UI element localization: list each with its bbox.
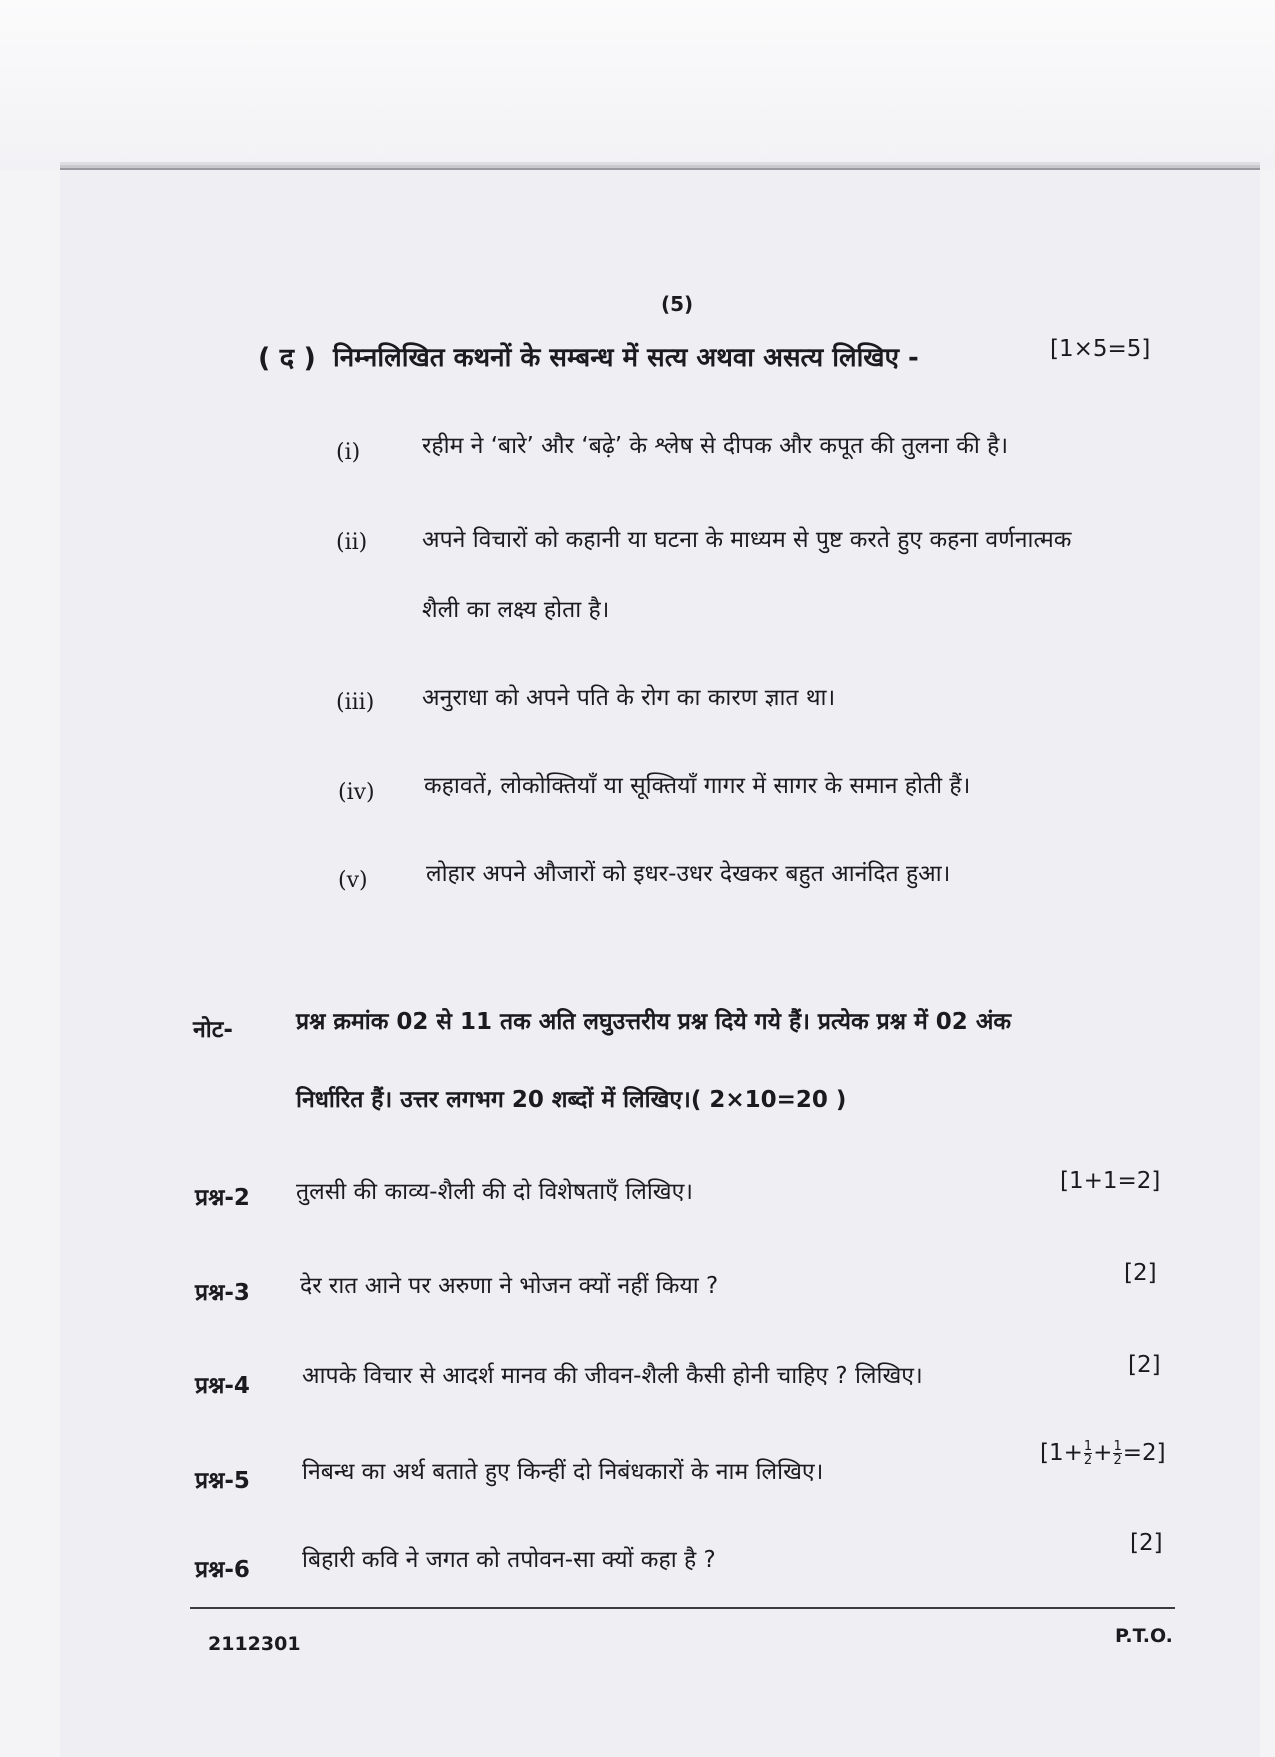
item-number: (i)	[336, 440, 361, 465]
question-marks: [2]	[1128, 1352, 1161, 1378]
question-label: प्रश्न-6	[195, 1557, 250, 1583]
footer-rule	[190, 1607, 1175, 1609]
scan-top-margin	[0, 0, 1275, 170]
question-text: निबन्ध का अर्थ बताते हुए किन्हीं दो निबंधकारों के नाम लिखिए।	[302, 1459, 824, 1485]
pto-label: P.T.O.	[1115, 1625, 1173, 1647]
item-number: (ii)	[336, 530, 368, 555]
item-number: (iii)	[336, 690, 375, 715]
note-line-1: प्रश्न क्रमांक 02 से 11 तक अति लघुउत्तरीय प्रश्न दिये गये हैं। प्रत्येक प्रश्न में 02 अंक	[296, 1009, 1012, 1035]
question-marks: [2]	[1124, 1260, 1157, 1286]
item-number: (v)	[338, 868, 368, 893]
item-text: रहीम ने ‘बारे’ और ‘बढ़े’ के श्लेष से दीपक और कपूत की तुलना की है।	[422, 433, 1009, 459]
exam-sheet	[60, 168, 1260, 1757]
question-text: बिहारी कवि ने जगत को तपोवन-सा क्यों कहा है ?	[302, 1547, 716, 1573]
question-marks: [2]	[1130, 1530, 1163, 1556]
question-text: तुलसी की काव्य-शैली की दो विशेषताएँ लिखिए।	[296, 1179, 694, 1205]
section-marks: [1×5=5]	[1050, 336, 1151, 362]
question-label: प्रश्न-2	[195, 1185, 250, 1211]
item-text: लोहार अपने औजारों को इधर-उधर देखकर बहुत आनंदित हुआ।	[426, 861, 951, 887]
question-text: आपके विचार से आदर्श मानव की जीवन-शैली कैसी होनी चाहिए ? लिखिए।	[302, 1363, 923, 1389]
item-text-continued: शैली का लक्ष्य होता है।	[422, 597, 610, 623]
item-text: अपने विचारों को कहानी या घटना के माध्यम से पुष्ट करते हुए कहना वर्णनात्मक	[422, 527, 1072, 553]
item-text: कहावतें, लोकोक्तियाँ या सूक्तियाँ गागर में सागर के समान होती हैं।	[424, 773, 971, 799]
item-number: (iv)	[338, 780, 375, 805]
question-label: प्रश्न-4	[195, 1373, 250, 1399]
note-line-2: निर्धारित हैं। उत्तर लगभग 20 शब्दों में लिखिए।( 2×10=20 )	[296, 1087, 847, 1113]
section-heading: निम्नलिखित कथनों के सम्बन्ध में सत्य अथवा असत्य लिखिए -	[333, 343, 919, 373]
question-marks: [1+ $\frac{1}{2}$ + $\frac{1}{2}$ =2]	[1040, 1439, 1166, 1468]
paper-code: 2112301	[208, 1633, 301, 1655]
question-label: प्रश्न-5	[195, 1468, 250, 1494]
section-label: ( द )	[258, 343, 316, 374]
item-text: अनुराधा को अपने पति के रोग का कारण ज्ञात था।	[422, 685, 836, 711]
note-label: नोट-	[193, 1017, 233, 1043]
question-marks: [1+1=2]	[1060, 1168, 1161, 1194]
page-number: (5)	[661, 292, 694, 316]
question-label: प्रश्न-3	[195, 1280, 250, 1306]
question-text: देर रात आने पर अरुणा ने भोजन क्यों नहीं किया ?	[300, 1273, 719, 1299]
